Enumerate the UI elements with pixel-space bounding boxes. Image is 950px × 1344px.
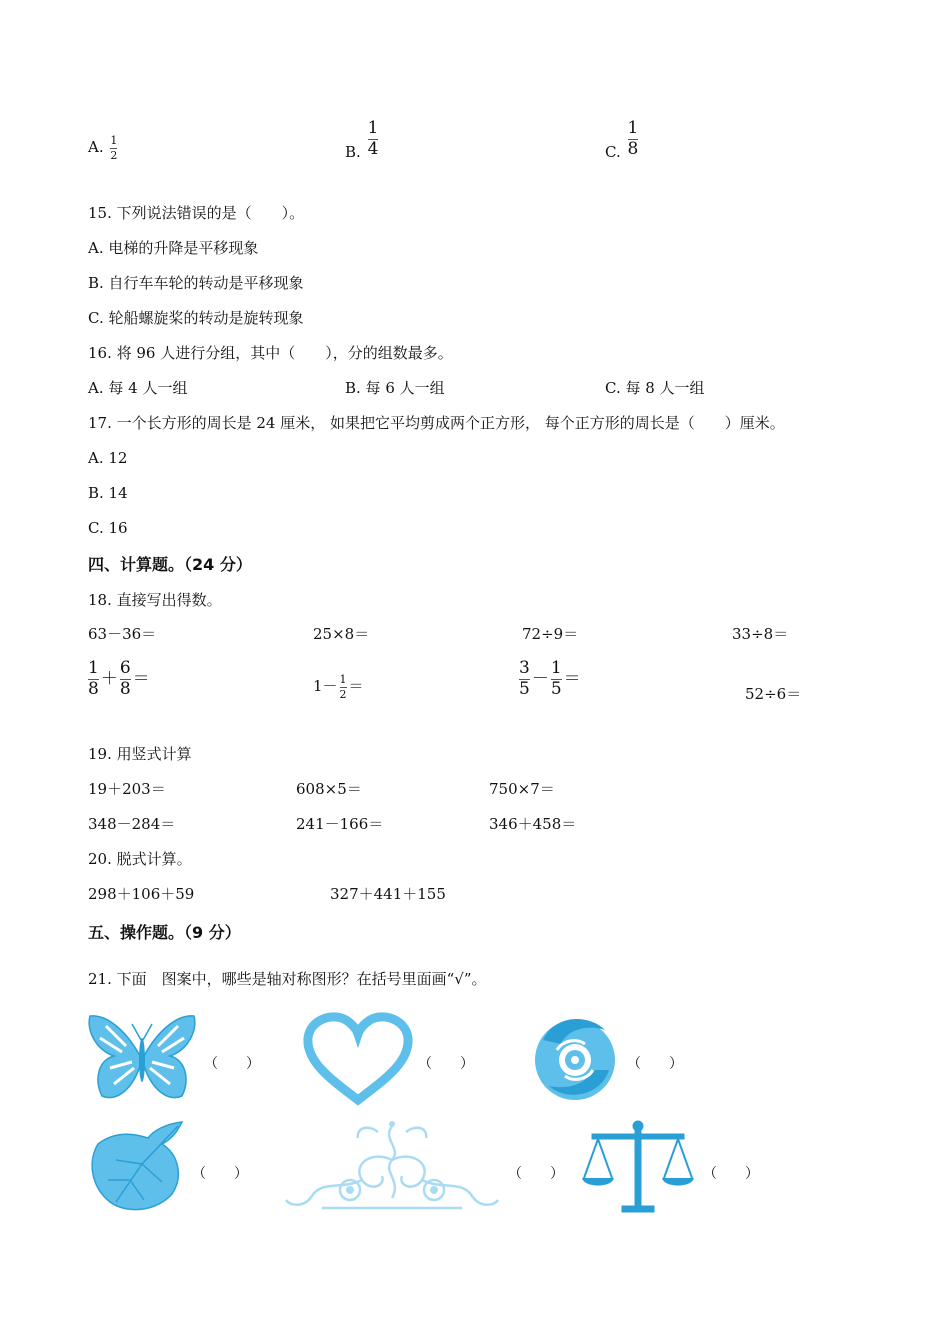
swirl-flower-icon [527, 1010, 623, 1106]
q15-option-c: C. 轮船螺旋桨的转动是旋转现象 [88, 309, 304, 327]
q20-calc-1: 298＋106＋59 [88, 885, 195, 903]
q18-stem: 18. 直接写出得数。 [88, 591, 222, 609]
q19-calc-4: 348－284＝ [88, 815, 176, 833]
section-5-heading: 五、操作题。（9 分） [88, 923, 241, 942]
q17-option-a: A. 12 [88, 449, 128, 467]
q14-option-b: B. $\frac{1}{4}$ [345, 118, 379, 162]
answer-parentheses[interactable]: （ ） [508, 1166, 564, 1182]
q16-option-b: B. 每 6 人一组 [345, 379, 445, 397]
balance-scale-icon [582, 1120, 694, 1216]
answer-parentheses[interactable]: （ ） [418, 1056, 474, 1072]
q18-fraction-calc-1: $\frac{1}{8}$ ＋ $\frac{6}{8}$ ＝ [88, 658, 150, 699]
answer-parentheses[interactable]: （ ） [627, 1056, 683, 1072]
q18-calc-2: 25×8＝ [313, 625, 370, 643]
q21-stem: 21. 下面 图案中，哪些是轴对称图形？在括号里面画“√”。 [88, 970, 487, 988]
answer-parentheses[interactable]: （ ） [703, 1166, 759, 1182]
q15-option-b: B. 自行车车轮的转动是平移现象 [88, 274, 304, 292]
q19-calc-2: 608×5＝ [296, 780, 362, 798]
q18-calc-4: 33÷8＝ [732, 625, 789, 643]
q19-calc-1: 19＋203＝ [88, 780, 166, 798]
q17-stem: 17. 一个长方形的周长是 24 厘米， 如果把它平均剪成两个正方形， 每个正方形的周长是（ ）厘米。 [88, 414, 785, 432]
q18-fraction-calc-3: $\frac{3}{5}$ － $\frac{1}{5}$ ＝ [519, 658, 581, 699]
answer-parentheses[interactable]: （ ） [204, 1056, 260, 1072]
fraction: $\frac{1}{8}$ [627, 118, 639, 159]
q14-option-a: A. $\frac{1}{2}$ [88, 134, 118, 162]
q19-calc-3: 750×7＝ [489, 780, 555, 798]
answer-parentheses[interactable]: （ ） [192, 1166, 248, 1182]
heart-icon [302, 1010, 414, 1106]
q19-calc-5: 241－166＝ [296, 815, 384, 833]
fraction: $\frac{1}{4}$ [367, 118, 379, 159]
q16-option-a: A. 每 4 人一组 [88, 379, 188, 397]
q14-option-c: C. $\frac{1}{8}$ [605, 118, 639, 162]
fraction: $\frac{1}{2}$ [110, 134, 118, 162]
q18-fraction-calc-2: 1－ $\frac{1}{2}$ ＝ [313, 673, 364, 701]
q18-calc-1: 63－36＝ [88, 625, 157, 643]
leaf-icon [86, 1120, 190, 1216]
q16-option-c: C. 每 8 人一组 [605, 379, 705, 397]
q18-calc-8: 52÷6＝ [745, 685, 802, 703]
q15-stem: 15. 下列说法错误的是（ ）。 [88, 204, 305, 222]
q18-calc-3: 72÷9＝ [522, 625, 579, 643]
q20-stem: 20. 脱式计算。 [88, 850, 192, 868]
q16-stem: 16. 将 96 人进行分组，其中（ ），分的组数最多。 [88, 344, 453, 362]
q19-stem: 19. 用竖式计算 [88, 745, 192, 763]
q19-calc-6: 346＋458＝ [489, 815, 577, 833]
q20-calc-2: 327＋441＋155 [330, 885, 446, 903]
q17-option-c: C. 16 [88, 519, 128, 537]
section-4-heading: 四、计算题。（24 分） [88, 555, 252, 574]
butterfly-icon [86, 1010, 198, 1106]
q15-option-a: A. 电梯的升降是平移现象 [88, 239, 259, 257]
q17-option-b: B. 14 [88, 484, 128, 502]
ornament-icon [282, 1120, 502, 1216]
